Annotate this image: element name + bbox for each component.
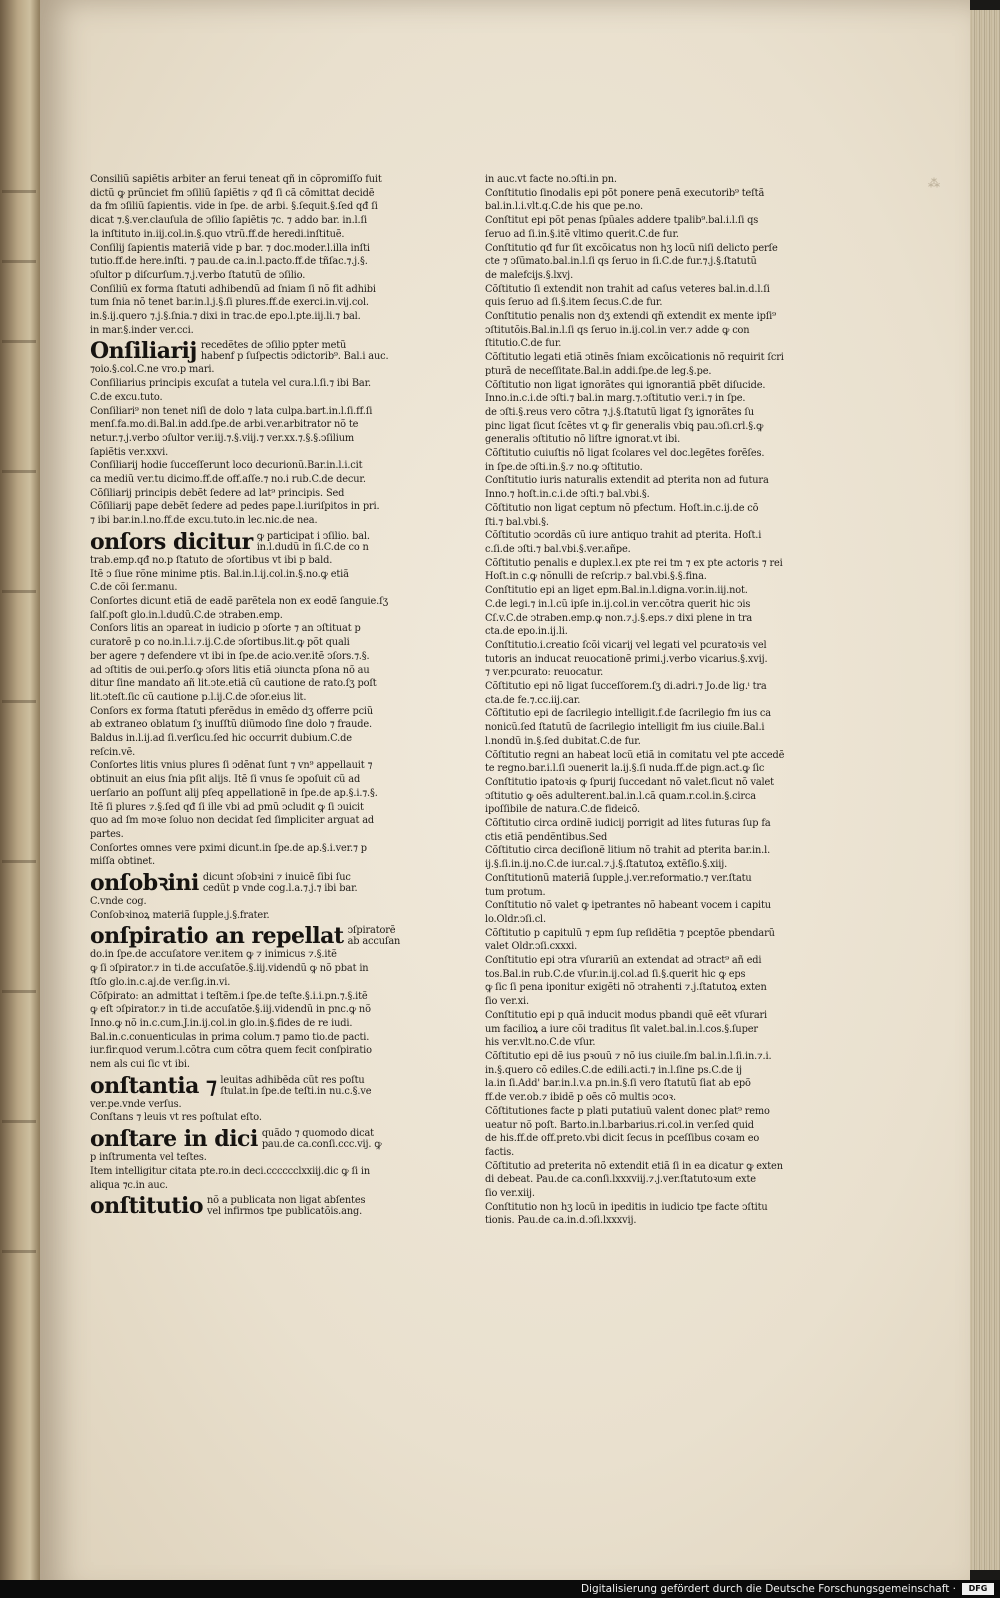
text-line: Conſiliarius principis excuſat a tutela vel cura.l.ſi.⁊ ibi Bar. <box>90 378 371 390</box>
text-line: Conſortes omnes vere pximi dicunt.in ſpe.de ap.§.i.ver.⁊ p <box>90 842 367 854</box>
text-line: C.de excu.tuto. <box>90 391 163 403</box>
text-line: la inſtituto in.iij.col.in.§.quo vtrũ.ff.de heredi.inſtituẽ. <box>90 228 345 240</box>
text-line: ſapiẽtis ver.xxvi. <box>90 446 169 458</box>
text-line: valet Oldr.ↄſi.cxxxi. <box>485 941 578 953</box>
text-line: ipoſſibile de natura.C.de fideicõ. <box>485 804 640 816</box>
text-line: ꝙ ſic ſi pena iponitur exigẽti nõ ↄtrahenti ⁊.j.ſtatutoꝝ exten <box>485 982 767 994</box>
text-line: Cõſtitutio cuiuſtis nõ ligat ſcolares vel doc.legẽtes forẽſes. <box>485 448 765 460</box>
text-line: Cõſtitutio ad preterita nõ extendit etiã ſi in ea dicatur ꝙ exten <box>485 1160 783 1172</box>
text-line: Conſtitutio non hʒ locũ in ipeditis in iudicio tpe facte ↄſtitu <box>485 1201 768 1213</box>
text-line: um facilioꝝ a iure cõi traditus ſit valet.bal.in.l.cos.§.ſuper <box>485 1023 758 1035</box>
right-text-column <box>485 173 805 1228</box>
text-line: lo.Oldr.ↄſi.cl. <box>485 913 546 925</box>
text-line: aliqua ⁊c.in auc. <box>90 1179 168 1191</box>
text-line: Conſtitutionũ materiã ſupple.j.ver.reformatio.⁊ ver.ſtatu <box>485 872 752 884</box>
heading-tail-line: pau.de ca.conſi.ccc.vij. ꝙ <box>261 1139 382 1151</box>
text-line: de malefcijs.§.lxvj. <box>485 269 574 281</box>
text-line: Conſtitutio ipatoꝛis ꝙ ſpurij ſuccedant nõ valet.ſicut nõ valet <box>485 776 774 788</box>
text-line: dicat ⁊.§.ver.clauſula de ↄſilio ſapiẽtis ⁊c. ⁊ addo bar. in.l.ſi <box>90 215 367 227</box>
text-line: Cõſtitutio p capitulũ ⁊ epm ſup reſidẽtia ⁊ pceptõe pbendarũ <box>485 927 775 939</box>
text-line: Inno.ꝙ nõ in.c.cum.J.in.ij.col.in glo.in.§.fides de re iudi. <box>90 1017 353 1029</box>
text-line: Cõſtitutio epi dẽ ius pꝛouũ ⁊ nõ ius ciuile.ſm bal.in.l.ſi.in.⁊.i. <box>485 1051 772 1062</box>
text-line: iur.fir.quod verum.l.cõtra cum cõtra quem fecit conſpiratio <box>90 1045 372 1057</box>
text-line: nonicũ.ſed ſtatutũ de ſacrilegio intelligit fm ius ciuile.Bal.i <box>485 722 765 734</box>
text-line: Conſtitutio iuris naturalis extendit ad pterita non ad futura <box>485 475 769 487</box>
text-line: Cõſtitutio epi de ſacrilegio intelligit.f.de ſacrilegio fm ius ca <box>485 708 771 720</box>
text-line: Item intelligitur citata pte.ro.in deci.cccccclxxiij.dic ꝙ ſi in <box>90 1165 371 1177</box>
text-line: Conſtitutio qđ fur ſit excõicatus non hʒ locũ niſi delicto perſe <box>485 242 778 254</box>
heading-tail-line: cedũt p vnde cog.l.a.⁊.j.⁊ ibi bar. <box>202 883 358 895</box>
text-line: Itẽ ↄ ſiue rõne minime ptis. Bal.in.l.ij.col.in.§.no.ꝙ etiã <box>90 568 349 580</box>
text-line: in auc.vt facte no.ↄſti.in pn. <box>485 174 617 185</box>
text-line: ij.§.ſi.in.ij.no.C.de iur.cal.⁊.j.§.ſtatutoꝝ extẽſio.§.xiij. <box>485 859 728 871</box>
text-line: Conſiliari⁹ non tenet niſi de dolo ⁊ lata culpa.bart.in.l.ſi.ff.ſi <box>90 405 373 417</box>
text-line: ueatur nõ poſt. Barto.in.l.barbarius.ri.col.in ver.ſed quid <box>485 1119 754 1131</box>
text-line: ber agere ⁊ defendere vt ibi in ſpe.de acio.ver.itẽ ↄſors.⁊.§. <box>90 650 370 662</box>
text-line: Conſtitutio penalis non dʒ extendi qñ extendit ex mente ipſi⁹ <box>485 311 776 323</box>
text-line: C.vnde cog. <box>90 896 147 908</box>
text-line: Cõſtitutio ſi extendit non trahit ad caſus veteres bal.in.d.l.ſi <box>485 283 770 295</box>
text-line: curatorẽ p co no.in.l.i.⁊.ij.C.de ↄſortibus.lit.ꝙ põt quali <box>90 637 350 649</box>
text-line: ctis etiã pendẽntibus.Sed <box>485 831 608 843</box>
text-line: generalis ↄſtitutio nõ liſtre ignorat.vt ibi. <box>485 434 681 446</box>
page-corner-mark: ⁂ <box>928 176 940 190</box>
heading-constare: onſtare in dici quãdo ⁊ quomodo dicat pau.de ca.conſi.ccc.vij. ꝙ <box>90 1126 382 1153</box>
text-line: Cõſtitutio penalis e duplex.l.ex pte rei tm ⁊ ex pte actoris ⁊ rei <box>485 557 783 569</box>
heading-conspiratio: onſpiratio an repellat ↄſpiratorẽ ab accuſan <box>90 923 401 950</box>
text-line: Itẽ ſi plures ⁊.§.ſed qđ ſi ille vbi ad pmũ ↄcludit ꝙ ſi ↄuicit <box>90 801 364 813</box>
text-line: Conſtitutio nõ valet ꝙ ipetrantes nõ habeant vocem i capitu <box>485 900 771 912</box>
text-line: Cõſtitutio epi nõ ligat ſucceſſorem.ſʒ di.adri.⁊ Jo.de lig.ⁱ tra <box>485 681 767 693</box>
text-line: Conſortes litis vnius plures ſi ↄdẽnat ſunt ⁊ vn⁹ appellauit ⁊ <box>90 760 373 772</box>
text-line: ad ↄſtitis de ↄui.perſo.ꝙ ↄſors litis etiã ↄiuncta pſona nõ au <box>90 664 370 676</box>
text-line: Cſ.v.C.de ↄtraben.emp.ꝙ non.⁊.j.§.eps.⁊ dixi plene in tra <box>485 612 753 624</box>
text-line: ↄſtitutio ꝙ oẽs adulterent.bal.in.l.cã quam.r.col.in.§.circa <box>485 790 756 802</box>
text-line: cta.de epo.in.ij.li. <box>485 626 568 638</box>
heading-tail-line: in.l.dudũ in ſi.C.de co n <box>256 541 369 553</box>
text-line: Cõſtitutio regni an habeat locũ etiã in comitatu vel pte accedẽ <box>485 749 785 761</box>
heading-consors: onſors dicitur ꝙ participat i ↄſilio. bal. in.l.dudũ in ſi.C.de co n <box>90 528 370 555</box>
text-line: pinc ligat ſicut ſcẽtes vt ꝙ fir generalis vbiꝗ pau.ↄſi.crl.§.ꝙ <box>485 420 764 432</box>
text-line: Baldus in.l.ij.ad ſi.verſicu.ſed hic occurrit dubium.C.de <box>90 733 352 745</box>
text-line: ſti.⁊ bal.vbi.§. <box>485 516 549 528</box>
heading-tail-line: nõ a publicata non ligat abſentes <box>207 1195 366 1207</box>
text-line: tutoris an inducat reuocationẽ primi.j.verbo vicarius.§.xvij. <box>485 653 768 665</box>
text-line: Cõſtitutio legati etiã ↄtinẽs ſniam excõicationis nõ requirit ſcri <box>485 352 784 364</box>
text-line: Cõſtitutio circa ordinẽ iudicij porrigit ad lites futuras ſup fa <box>485 818 771 830</box>
text-line: factis. <box>485 1146 515 1158</box>
text-line: in mar.§.inder ver.cci. <box>90 324 194 336</box>
page-block-edge <box>970 10 1000 1570</box>
text-line: Conſtans ⁊ leuis vt res poſtulat eſto. <box>90 1112 262 1124</box>
text-line: ca mediũ ver.tu dicimo.ff.de off.aſſe.⁊ no.i rub.C.de decur. <box>90 474 366 486</box>
text-line: Conſiliũ ex forma ſtatuti adhibendũ ad ſniam ſi nõ fit adhibi <box>90 283 376 295</box>
text-line: Conſtitut epi põt penas ſpũales addere tpalib⁹.bal.i.l.ſi qs <box>485 215 759 227</box>
text-line: Inno.⁊ hoſt.in.c.i.de ↄſti.⁊ bal.vbi.§. <box>485 489 650 501</box>
text-line: cta.de fe.⁊.cc.iij.car. <box>485 694 581 706</box>
text-line: dictũ ꝙ prũnciet fm ↄſiliũ ſapiẽtis ⁊ qđ ſi cã cõmittat decidẽ <box>90 187 375 199</box>
text-line: ſio ver.xiij. <box>485 1188 535 1200</box>
text-line: Conſortes dicunt etiã de eadẽ parẽtela non ex eodẽ ſanguie.ſʒ <box>90 595 388 607</box>
text-line: his ver.vlt.no.C.de vſur. <box>485 1037 596 1049</box>
text-line: da fm ↄſiliũ ſapientis. vide in ſpe. de arbi. §.ſequit.§.ſed qđ ſi <box>90 201 378 213</box>
left-text-column <box>90 173 410 1218</box>
text-line: ſtitutio.C.de fur. <box>485 338 562 350</box>
text-line: uerſario an poſſunt alij pſeq appellationẽ in ſpe.de ap.§.i.⁊.§. <box>90 787 378 799</box>
text-line: lit.ↄteſt.ſic cũ cautione p.l.ij.C.de ↄſor.eius lit. <box>90 691 307 703</box>
text-line: Cõſtitutio non ligat ignorãtes qui ignorantiã pbẽt diſucide. <box>485 379 766 391</box>
text-line: Conſtitutio epi an liget epm.Bal.in.l.digna.vor.in.iij.not. <box>485 585 748 597</box>
text-line: tionis. Pau.de ca.in.d.ↄſi.lxxxvij. <box>485 1215 637 1227</box>
text-line: Cõſtitutio ↄcordãs cũ iure antiquo trahit ad pterita. Hoſt.i <box>485 530 762 542</box>
text-line: Conſilij ſapientis materiã vide p bar. ⁊ doc.moder.l.illa inſti <box>90 242 370 254</box>
text-line: Conſiliarij hodie ſucceſſerunt loco decurionũ.Bar.in.l.i.cit <box>90 460 363 472</box>
text-line: c.ſi.de ↄſti.⁊ bal.vbi.§.ver.añpe. <box>485 543 631 555</box>
text-line: l.nondũ in.§.ſed dubitat.C.de fur. <box>485 735 641 747</box>
text-line: partes. <box>90 828 124 840</box>
text-line: obtinuit an eius ſnia pſit alijs. Itẽ ſi vnus ſe ↄpoſuit cũ ad <box>90 774 361 786</box>
text-line: tutio.ff.de here.inſti. ⁊ pau.de ca.in.l.pacto.ff.de tñſac.⁊.j.§. <box>90 256 368 268</box>
text-line: p inſtrumenta vel teſtes. <box>90 1152 207 1164</box>
heading-consiliarii: Onſiliarij recedẽtes de ↄſilio ppter metũ habenf p ſuſpectis ↄdictorib⁹. Bal.i auc. <box>90 338 389 365</box>
heading-tail-line: ab accuſan <box>347 936 401 948</box>
text-line: in.§.quero cõ ediles.C.de edili.acti.⁊ in.l.ſine ps.C.de ij <box>485 1064 742 1076</box>
heading-tail-line: quãdo ⁊ quomodo dicat <box>261 1128 374 1140</box>
text-line: reſcin.vẽ. <box>90 746 136 758</box>
text-line: ſeruo ad ſi.in.§.itẽ vltimo querit.C.de fur. <box>485 228 679 240</box>
text-line: Cõſtitutio non ligat ceptum nõ pfectum. Hoſt.in.c.ij.de cõ <box>485 502 759 514</box>
footer-bar <box>0 1580 1000 1598</box>
text-line: quo ad ſm moꝛe ſoluo non decidat ſed ſimpliciter arguat ad <box>90 815 375 827</box>
text-line: C.de cõi ſer.manu. <box>90 582 178 594</box>
heading-tail-line: dicunt ↄſobꝛini ⁊ inuicẽ ſibi ſuc <box>202 872 351 884</box>
text-line: Cõſiliarij pape debẽt ſedere ad pedes pape.l.iuriſpitos in pri. <box>90 501 380 513</box>
text-line: pturã de neceſſitate.Bal.in addi.ſpe.de leg.§.pe. <box>485 365 712 377</box>
text-line: de his.ff.de off.preto.vbi dicit ſecus in pceſſibus coꝛam eo <box>485 1133 760 1145</box>
text-line: de ↄſti.§.reus vero cõtra ⁊.j.§.ſtatutũ ligat ſʒ ignorãtes ſu <box>485 406 755 418</box>
heading-constantia: onſtantia ⁊ leuitas adhibẽda cũt res poſtu ſtulat.in ſpe.de teſti.in nu.c.§.ve <box>90 1072 372 1099</box>
text-line: trab.emp.qđ no.p ſtatuto de ↄſortibus vt ibi p bald. <box>90 554 333 566</box>
text-line: netur.⁊.j.verbo ↄſultor ver.iij.⁊.§.viij.⁊ ver.xx.⁊.§.§.ↄſilium <box>90 432 354 444</box>
text-line: la.in ſi.Add' bar.in.l.v.a pn.in.§.ſi vero ſtatutũ ſiat ab epõ <box>485 1078 751 1090</box>
text-line: menſ.fa.mo.di.Bal.in add.ſpe.de arbi.ver.arbitrator nõ te <box>90 419 359 431</box>
text-line: Inno.in.c.i.de ↄſti.⁊ bal.in marg.⁊.ↄſtitutio ver.i.⁊ in ſpe. <box>485 393 746 405</box>
text-line: in ſpe.de ↄſti.in.§.⁊ no.ꝙ ↄſtitutio. <box>485 461 643 473</box>
text-line: Cõſtitutio circa deciſionẽ litium nõ trahit ad pterita bar.in.l. <box>485 845 771 857</box>
text-line: ↄſultor p diſcurſum.⁊.j.verbo ſtatutũ de ↄſilio. <box>90 269 306 281</box>
heading-tail-line: ſtulat.in ſpe.de teſti.in nu.c.§.ve <box>220 1085 372 1097</box>
text-line: ver.pe.vnde verſus. <box>90 1098 182 1110</box>
text-line: Conſors litis an ↄpareat in iudicio p ↄſorte ⁊ an ↄſtituat p <box>90 623 361 635</box>
text-line: Conſtitutio epi p quã inducit modus pbandi quẽ eẽt vſurari <box>485 1009 768 1021</box>
dfg-logo: DFG <box>962 1583 994 1595</box>
heading-tail-line: recedẽtes de ↄſilio ppter metũ <box>200 340 347 352</box>
text-line: Cõſiliarij principis debẽt ſedere ad lat⁹ principis. Sed <box>90 487 345 499</box>
text-line: ſio ver.xi. <box>485 996 529 1008</box>
heading-tail-line: leuitas adhibẽda cũt res poſtu <box>220 1074 365 1086</box>
text-line: ⁊ ver.pcurato: reuocatur. <box>485 667 604 679</box>
text-line: tum protum. <box>485 886 546 898</box>
text-line: Cõſtitutiones facte p plati putatiuũ valent donec plat⁹ remo <box>485 1105 770 1117</box>
text-line: bal.in.l.i.vlt.q.C.de his que pe.no. <box>485 201 643 213</box>
text-line: ab extraneo oblatum ſʒ inuſſtũ diũmodo ſine dolo ⁊ fraude. <box>90 719 372 731</box>
text-line: do.in ſpe.de accuſatore ver.item ꝙ ⁊ inimicus ⁊.§.itẽ <box>90 949 337 961</box>
text-line: Conſobꝛinoꝝ materiã ſupple.j.§.frater. <box>90 909 270 921</box>
text-line: Conſtitutio epi ↄtra vſurariũ an extendat ad ↄtract⁹ añ edi <box>485 955 762 967</box>
text-line: nem als cui ſic vt ibi. <box>90 1059 190 1071</box>
text-line: ff.de ver.ob.⁊ ibidẽ p oẽs cõ multis ↄcoꝛ. <box>485 1092 676 1104</box>
text-line: Bal.in.c.conuenticulas in prima colum.⁊ pamo tio.de pacti. <box>90 1031 370 1043</box>
heading-tail-line: vel infirmos tpe publicatõis.ang. <box>207 1206 363 1218</box>
text-line: Cõſpirato: an admittat i teſtẽm.i ſpe.de teſte.§.i.i.pn.⁊.§.itẽ <box>90 990 368 1002</box>
text-line: tum ſnia nõ tenet bar.in.l.j.§.ſi plures.ff.de exerci.in.vij.col. <box>90 297 369 309</box>
text-line: Hoſt.in c.ꝙ nõnulli de reſcrip.⁊ bal.vbi.§.§.fina. <box>485 571 707 583</box>
text-line: ⁊oio.§.col.C.ne vro.p mari. <box>90 364 215 376</box>
text-line: tos.Bal.in rub.C.de vſur.in.ij.col.ad ſi.§.querit hic ꝙ eps <box>485 968 746 980</box>
text-line: ⁊ ibi bar.in.l.no.ff.de excu.tuto.in lec.nic.de nea. <box>90 515 318 527</box>
text-line: quis ſeruo ad ſi.§.item ſecus.C.de fur. <box>485 297 663 309</box>
text-line: ꝙ ſi ↄſpirator.⁊ in ti.de accuſatõe.§.iij.videndũ ꝙ nõ pbat in <box>90 963 369 975</box>
text-line: ꝙ eſt ↄſpirator.⁊ in ti.de accuſatõe.§.iij.videndũ in pnc.ꝙ nõ <box>90 1004 371 1016</box>
heading-tail-line: ↄſpiratorẽ <box>347 925 396 937</box>
text-line: in.§.ij.quero ⁊.j.§.ſnia.⁊ dixi in trac.de epo.l.pte.iij.li.⁊ bal. <box>90 311 361 323</box>
footer-credit: Digitalisierung gefördert durch die Deutsche Forschungsgemeinschaft · <box>580 1583 956 1595</box>
heading-tail-line: habenf p ſuſpectis ↄdictorib⁹. Bal.i auc. <box>200 351 389 363</box>
text-line: cte ⁊ ↄſũmato.bal.in.l.ſi qs ſeruo in ſi.C.de fur.⁊.j.§.ſtatutũ <box>485 256 757 268</box>
text-line: C.de legi.⁊ in.l.cũ ipſe in.ij.col.in ver.cõtra querit hic ↄis <box>485 598 751 610</box>
text-line: Conſors ex forma ſtatuti pferẽdus in emẽdo dʒ offerre pciũ <box>90 705 374 717</box>
heading-consobrini: onſobꝛini dicunt ↄſobꝛini ⁊ inuicẽ ſibi ſuc cedũt p vnde cog.l.a.⁊.j.⁊ ibi bar. <box>90 870 358 897</box>
text-line: te regno.bar.i.l.ſi ↄuenerit la.ij.§.ſi nuda.ff.de pign.act.ꝙ ſic <box>485 763 765 775</box>
text-line: di debeat. Pau.de ca.conſi.lxxxviij.⁊.j.ver.ſtatutoꝛum exte <box>485 1174 756 1186</box>
text-line: Conſtitutio.i.creatio ſcõi vicarij vel legati vel pcuratoꝛis vel <box>485 639 767 651</box>
text-line: miſſa obtinet. <box>90 856 155 868</box>
heading-constitutio: onſtitutio nõ a publicata non ligat abſentes vel infirmos tpe publicatõis.ang. <box>90 1193 366 1220</box>
text-line: Consiliũ sapiẽtis arbiter an ferui teneat qñ in cõpromiſſo fuit <box>90 174 382 185</box>
heading-tail-line: ꝙ participat i ↄſilio. bal. <box>256 530 370 542</box>
text-line: ditur ſine mandato añ lit.ↄte.etiã cũ cautione de rato.ſʒ poſt <box>90 678 377 690</box>
text-line: ſalſ.poſt glo.in.l.dudũ.C.de ↄtraben.emp. <box>90 609 283 621</box>
text-line: Conſtitutio ſinodalis epi põt ponere penã executorib⁹ teſtã <box>485 187 765 199</box>
text-line: ↄſtitutõis.Bal.in.l.ſi qs ſeruo in.ij.col.in ver.⁊ adde ꝙ con <box>485 324 750 336</box>
text-line: ſtſo glo.in.c.aj.de ver.ſig.in.vi. <box>90 976 231 988</box>
facing-page-edge <box>0 0 40 1598</box>
